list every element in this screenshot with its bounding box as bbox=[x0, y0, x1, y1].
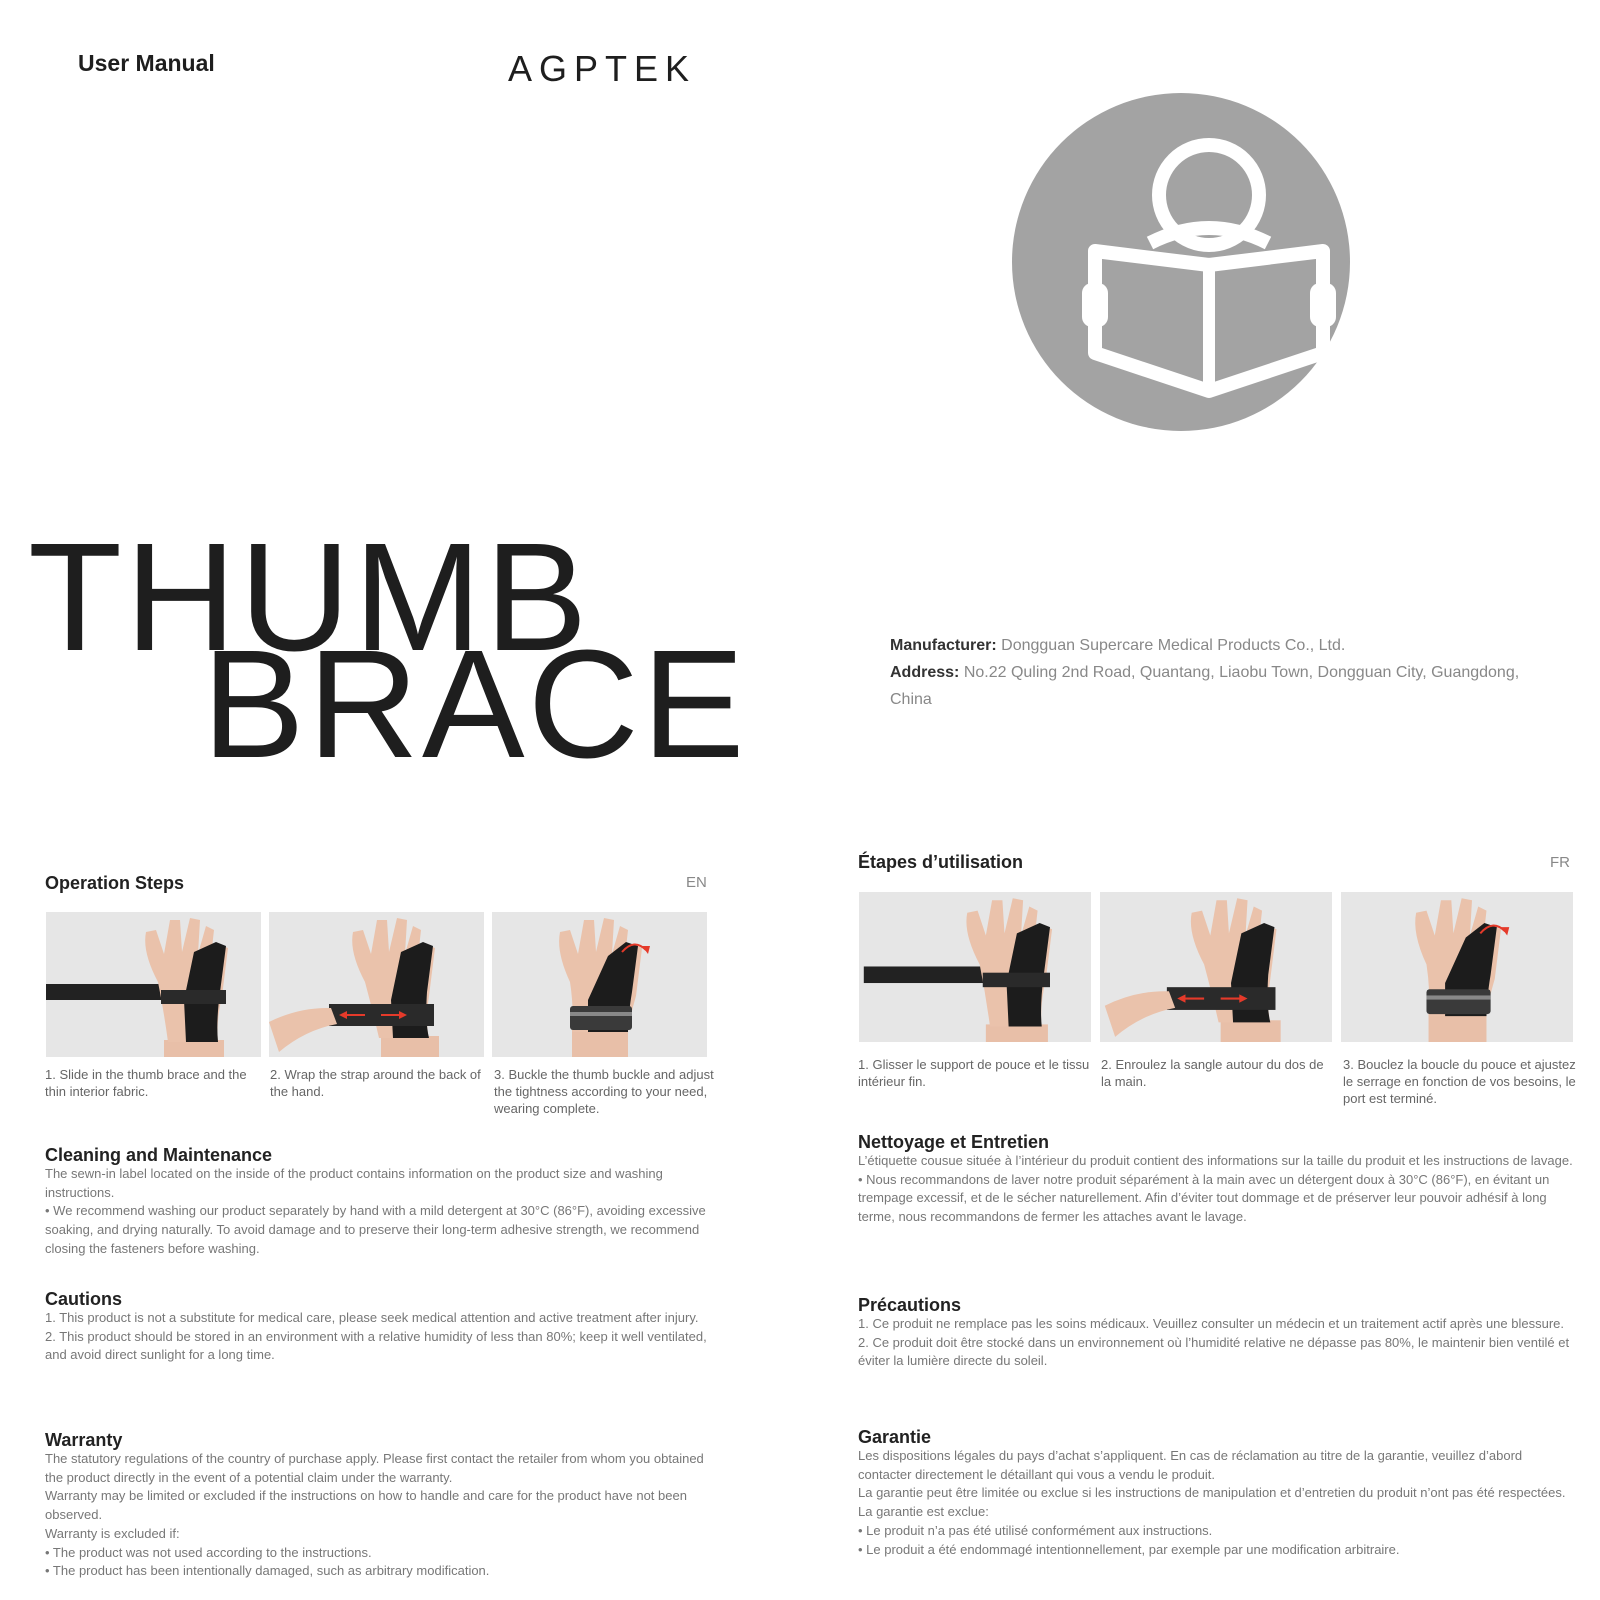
fr-cleaning-text bbox=[858, 1152, 1578, 1227]
en-operation-title: Operation Steps bbox=[45, 873, 185, 893]
en-warranty-title: Warranty bbox=[45, 1430, 123, 1450]
en-cleaning-para-1: The sewn-in label located on the inside of the product contains information on the product size and washing instructions. bbox=[45, 1166, 663, 1200]
en-warranty-text bbox=[45, 1450, 710, 1581]
fr-step-1-photo bbox=[859, 892, 1091, 1042]
en-cleaning-text bbox=[45, 1165, 710, 1259]
fr-caution-1: 1. Ce produit ne remplace pas les soins médicaux. Veuillez consulter un médecin et un traitement actif après une blessure. bbox=[858, 1316, 1564, 1331]
fr-warranty-bullet-1: • Le produit n’a pas été utilisé conformément aux instructions. bbox=[858, 1522, 1213, 1538]
en-cautions-title: Cautions bbox=[45, 1289, 123, 1309]
en-step-3-photo bbox=[492, 912, 707, 1057]
reading-person-icon bbox=[1012, 93, 1350, 431]
en-cleaning-title: Cleaning and Maintenance bbox=[45, 1145, 273, 1165]
manufacturer-label: Manufacturer: bbox=[890, 637, 997, 654]
manufacturer-line bbox=[890, 632, 1550, 659]
fr-warranty-text bbox=[858, 1447, 1578, 1559]
title-line-brace: BRACE bbox=[202, 618, 748, 790]
en-warranty-para-1: The statutory regulations of the country of purchase apply. Please first contact the retailer from whom you obtained the product directly in the event of a potential claim under the warranty. bbox=[45, 1451, 704, 1485]
header-label: User Manual bbox=[78, 50, 215, 76]
brand-logo: AGPTEK bbox=[508, 48, 697, 89]
fr-warranty-para-3: La garantie est exclue: bbox=[858, 1504, 989, 1520]
address-value: No.22 Quling 2nd Road, Quantang, Liaobu Town, Dongguan City, Guangdong, China bbox=[890, 664, 1520, 708]
en-step-2-caption: 2. Wrap the strap around the back of the hand. bbox=[270, 1067, 481, 1099]
en-warranty-bullet-1: • The product was not used according to the instructions. bbox=[45, 1544, 372, 1560]
fr-operation-title: Étapes d’utilisation bbox=[858, 852, 1024, 872]
fr-lang-code: FR bbox=[1550, 854, 1570, 871]
address-line bbox=[890, 659, 1550, 713]
manufacturer-value: Dongguan Supercare Medical Products Co., Ltd. bbox=[1001, 637, 1346, 654]
en-warranty-bullet-2: • The product has been intentionally damaged, such as arbitrary modification. bbox=[45, 1563, 490, 1579]
en-step-1-photo bbox=[46, 912, 261, 1057]
fr-cleaning-para-1: L’étiquette cousue située à l’intérieur du produit contient des informations sur la taille du produit et les instructions de lavage. bbox=[858, 1153, 1573, 1168]
en-lang-code: EN bbox=[686, 874, 707, 891]
en-warranty-para-3: Warranty is excluded if: bbox=[45, 1525, 180, 1541]
fr-warranty-para-1: Les dispositions légales du pays d’achat s’appliquent. En cas de réclamation au titre de la garantie, veuillez d’abord contacter directement le détaillant qui vous a vendu le produit. bbox=[858, 1448, 1523, 1482]
fr-step-3-caption: 3. Bouclez la boucle du pouce et ajustez le serrage en fonction de vos besoins, le port est terminé. bbox=[1343, 1057, 1576, 1106]
fr-warranty-bullet-2: • Le produit a été endommagé intentionnellement, par exemple par une modification arbitraire. bbox=[858, 1541, 1400, 1557]
en-caution-2: 2. This product should be stored in an environment with a relative humidity of less than 80%; keep it well ventilated, and avoid direct sunlight for a long time. bbox=[45, 1328, 707, 1363]
en-cautions-text bbox=[45, 1309, 710, 1365]
en-warranty-para-2: Warranty may be limited or excluded if the instructions on how to handle and care for the product have not been observed. bbox=[45, 1488, 687, 1523]
fr-cautions-title: Précautions bbox=[858, 1295, 962, 1315]
fr-caution-2: 2. Ce produit doit être stocké dans un environnement où l’humidité relative ne dépasse pas 80%, le maintenir bien ventilé et éviter la lumière directe du soleil. bbox=[858, 1334, 1570, 1369]
en-step-2-photo bbox=[269, 912, 484, 1057]
manufacturer-info bbox=[890, 632, 1550, 713]
fr-cleaning-title: Nettoyage et Entretien bbox=[858, 1132, 1050, 1152]
en-caution-1: 1. This product is not a substitute for medical care, please seek medical attention and active treatment after injury. bbox=[45, 1310, 699, 1325]
fr-warranty-para-2: La garantie peut être limitée ou exclue si les instructions de manipulation et d’entretien du produit n’ont pas été respectées. bbox=[858, 1485, 1566, 1501]
fr-step-1-caption: 1. Glisser le support de pouce et le tissu intérieur fin. bbox=[858, 1057, 1090, 1089]
fr-step-2-photo bbox=[1100, 892, 1332, 1042]
fr-cautions-text bbox=[858, 1315, 1578, 1371]
address-label: Address: bbox=[890, 664, 960, 681]
fr-step-3-photo bbox=[1341, 892, 1573, 1042]
en-step-3-caption: 3. Buckle the thumb buckle and adjust the tightness according to your need, wearing complete. bbox=[494, 1067, 714, 1116]
en-step-1-caption: 1. Slide in the thumb brace and the thin interior fabric. bbox=[45, 1067, 247, 1099]
fr-step-2-caption: 2. Enroulez la sangle autour du dos de la main. bbox=[1101, 1057, 1324, 1089]
title-line-thumb: THUMB bbox=[28, 511, 591, 683]
fr-cleaning-para-2: • Nous recommandons de laver notre produit séparément à la main avec un détergent doux à 30°C (86°F), en évitant un trempage excessif, et de le sécher naturellement. Afin d’éviter tout dommage et de préserver leur pouvoir adhésif à long terme, nous recommandons de fermer les attaches avant le lavage. bbox=[858, 1171, 1550, 1225]
fr-warranty-title: Garantie bbox=[858, 1427, 932, 1447]
en-cleaning-para-2: • We recommend washing our product separately by hand with a mild detergent at 30°C (86°F), avoiding excessive soaking, and drying naturally. To avoid damage and to preserve their long-term adhesive strength, we recommend closing the fasteners before washing. bbox=[45, 1203, 706, 1256]
